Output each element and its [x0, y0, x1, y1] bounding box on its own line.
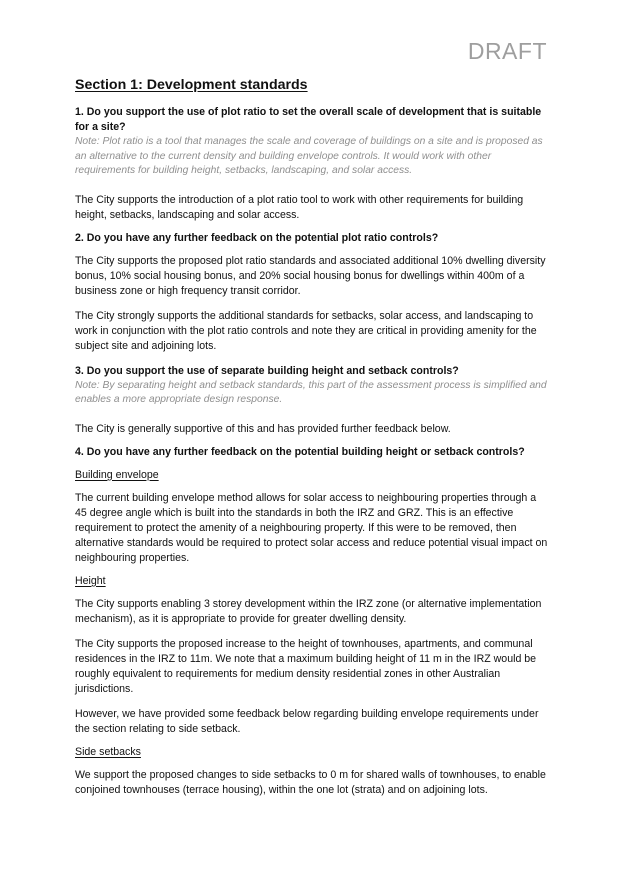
question-4: 4. Do you have any further feedback on the potential building height or setback controls?	[75, 445, 525, 458]
building-envelope-heading: Building envelope	[75, 468, 159, 481]
question-1-answer: The City supports the introduction of a plot ratio tool to work with other requirements for building height, setbacks, landscaping and solar access.	[75, 193, 524, 221]
question-3: 3. Do you support the use of separate building height and setback controls?	[75, 364, 459, 377]
question-2-answer-2: The City strongly supports the additional standards for setbacks, solar access, and landscaping to work in conjunction with the plot ratio controls and note they are critical in providing amenity for the subject site and adjoining lots.	[75, 309, 537, 352]
question-3-note: Note: By separating height and setback standards, this part of the assessment process is simplified and enables a more appropriate design response.	[75, 379, 547, 405]
draft-watermark: DRAFT	[467, 38, 547, 64]
height-text-2: The City supports the proposed increase to the height of townhouses, apartments, and communal residences in the IRZ to 11m. We note that a maximum building height of 11 m in the IRZ would be roughly equivalent to requirements for medium density residential zones in other Australian jurisdictions.	[75, 637, 537, 695]
document-content	[75, 77, 550, 798]
side-setbacks-heading: Side setbacks	[75, 745, 141, 758]
question-1: 1. Do you support the use of plot ratio to set the overall scale of development that is suitable for a site?	[75, 106, 542, 133]
question-3-answer: The City is generally supportive of this and has provided further feedback below.	[75, 422, 451, 435]
side-setbacks-text: We support the proposed changes to side setbacks to 0 m for shared walls of townhouses, to enable conjoined townhouses (terrace housing), within the one lot (strata) and on adjoining lots.	[75, 768, 546, 796]
section-title: Section 1: Development standards	[75, 77, 308, 93]
height-text-3: However, we have provided some feedback below regarding building envelope requirements under the section relating to side setback.	[75, 707, 539, 735]
height-heading: Height	[75, 574, 106, 587]
question-2-answer-1: The City supports the proposed plot ratio standards and associated additional 10% dwelling diversity bonus, 10% social housing bonus, and 20% social housing bonus for dwellings within 400m of a business zone or high frequency transit corridor.	[75, 254, 546, 297]
building-envelope-text: The current building envelope method allows for solar access to neighbouring properties through a 45 degree angle which is built into the standards in both the IRZ and GRZ. This is an effective requirement to protect the amenity of a neighbouring property. If this were to be removed, then alternative standards would be required to protect solar access and reduce potential visual impact on neighbouring properties.	[75, 491, 548, 564]
height-text-1: The City supports enabling 3 storey development within the IRZ zone (or alternative implementation mechanism), as it is appropriate to provide for greater dwelling density.	[75, 597, 542, 625]
question-2: 2. Do you have any further feedback on the potential plot ratio controls?	[75, 231, 439, 244]
question-1-note: Note: Plot ratio is a tool that manages the scale and coverage of buildings on a site and is proposed as an alternative to the current density and building envelope controls. It would work with other requirements for building height, setbacks, landscaping, and solar access.	[75, 136, 543, 176]
